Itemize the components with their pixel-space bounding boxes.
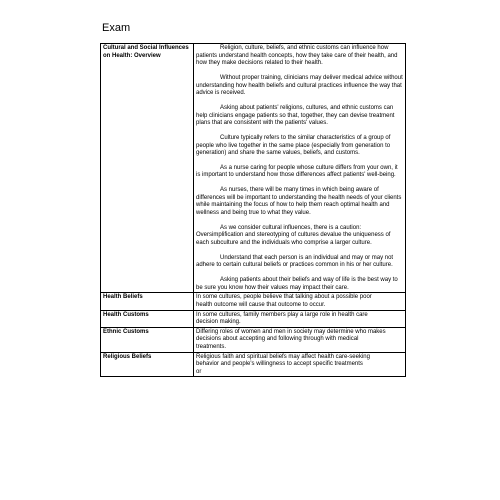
- table-row-overview: [101, 44, 406, 293]
- overview-paragraph: Asking patients about their beliefs and way of life is the best way to be sure you know how their values may impact their care.: [196, 277, 398, 291]
- table-row-health-beliefs: [101, 293, 406, 310]
- cell-line: behavior and people's willingness to accept specific treatments: [196, 361, 363, 368]
- overview-paragraph: Religion, culture, beliefs, and ethnic customs can influence how patients understand health concepts, how they take care of their health, and how they make decisions related to their health.: [196, 45, 398, 67]
- cell-line: or: [196, 368, 202, 375]
- overview-paragraph: As a nurse caring for people whose culture differs from your own, it is important to understand how those differences affect patients' well-being.: [196, 164, 398, 179]
- table-row-health-customs: [101, 310, 406, 327]
- religious-beliefs-content: [194, 352, 406, 377]
- page-title: Exam: [102, 22, 131, 34]
- row-heading-religious-beliefs: Religious Beliefs: [101, 352, 194, 377]
- row-heading-ethnic-customs: Ethnic Customs: [101, 327, 194, 352]
- ethnic-customs-content: [194, 327, 406, 352]
- cell-line: treatments.: [196, 343, 227, 350]
- cell-line: Religious faith and spiritual beliefs may affect health care-seeking: [196, 353, 370, 360]
- table-row-ethnic-customs: [101, 327, 406, 352]
- overview-paragraph: Without proper training, clinicians may deliver medical advice without understanding how health beliefs and cultural practices influence the way that advice is received.: [196, 74, 403, 97]
- cell-line: In some cultures, family members play a large role in health care: [196, 311, 368, 318]
- table-row-religious-beliefs: [101, 352, 406, 377]
- cell-line: Differing roles of women and men in society may determine who makes decisions about accepting and following through with medical: [196, 328, 386, 343]
- cell-line: In some cultures, people believe that talking about a possible poor: [196, 294, 372, 301]
- row-heading-health-beliefs: Health Beliefs: [101, 293, 194, 310]
- overview-paragraph: Culture typically refers to the similar characteristics of a group of people who live together in the same place (especially from generation to generation) and share the same values, beliefs, and customs.: [196, 134, 391, 157]
- exam-table: [100, 43, 406, 377]
- overview-paragraph: As we consider cultural influences, there is a caution: Oversimplification and stereotyping of cultures devalue the uniqueness of each subculture and the individuals who comprise a larger culture.: [196, 224, 391, 246]
- health-customs-content: [194, 310, 406, 327]
- overview-paragraph: Understand that each person is an individual and may or may not adhere to certain cultural beliefs or practices common in his or her culture.: [196, 254, 394, 269]
- health-beliefs-content: [194, 293, 406, 310]
- row-heading-overview: Cultural and Social Influences on Health: Overview: [101, 44, 194, 293]
- overview-content: [194, 44, 406, 293]
- cell-line: health outcome will cause that outcome to occur.: [196, 301, 326, 308]
- row-heading-health-customs: Health Customs: [101, 310, 194, 327]
- cell-line: decision making.: [196, 319, 241, 326]
- overview-paragraph: As nurses, there will be many times in which being aware of differences will be important to understanding the health needs of your clients while maintaining the focus of how to help them reach optimal health and wellness and being true to what they value.: [196, 187, 402, 217]
- overview-paragraph: Asking about patients' religions, cultures, and ethnic customs can help clinicians engage patients so that, together, they can devise treatment plans that are consistent with the patients' values.: [196, 104, 395, 127]
